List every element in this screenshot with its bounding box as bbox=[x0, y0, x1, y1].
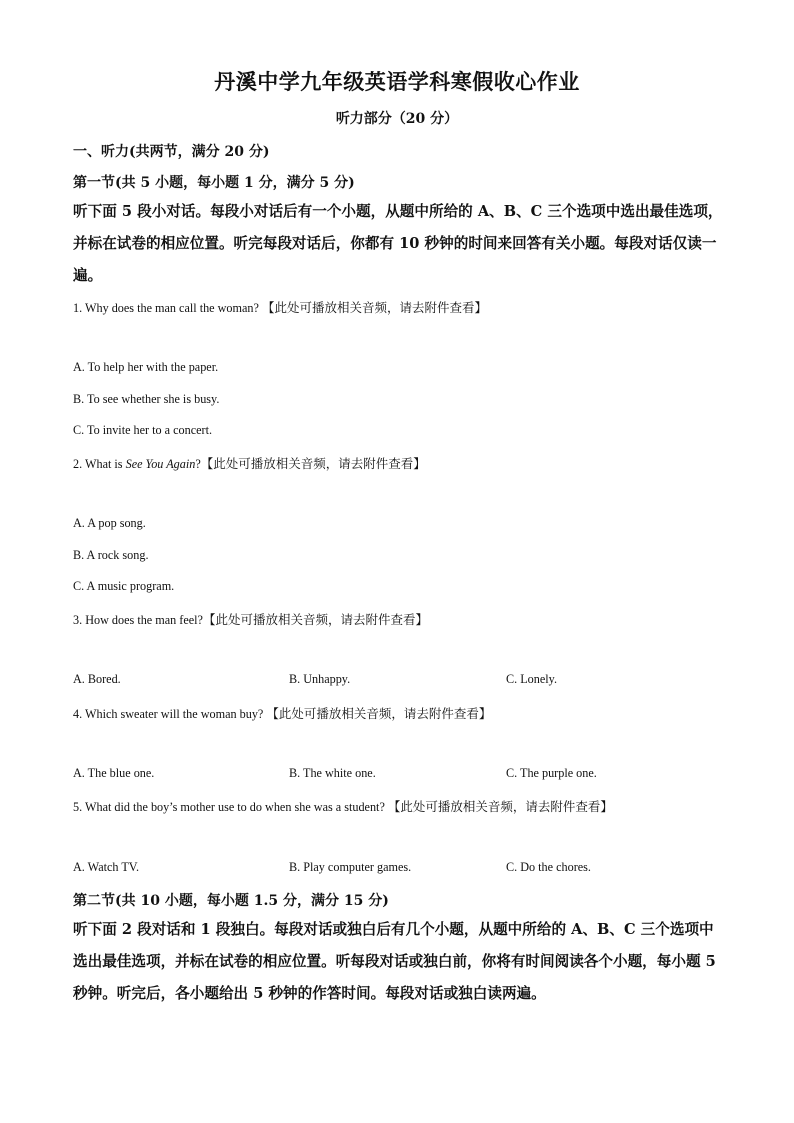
audio-note: 【此处可播放相关音频，请去附件查看】 bbox=[387, 799, 613, 814]
question-4-stem: 4. Which sweater will the woman buy? bbox=[73, 707, 264, 721]
section-heading: 一、听力(共两节，满分 20 分) bbox=[73, 144, 270, 160]
question-5-stem: 5. What did the boy’s mother use to do when she was a student? bbox=[73, 800, 385, 814]
question-2-song-title: See You Again bbox=[125, 457, 196, 471]
audio-note: 【此处可播放相关音频，请去附件查看】 bbox=[261, 300, 487, 315]
q4-option-b: B. The white one. bbox=[289, 766, 376, 780]
q2-option-a: A. A pop song. bbox=[73, 516, 146, 530]
audio-note: 【此处可播放相关音频，请去附件查看】 bbox=[266, 706, 492, 721]
question-3 bbox=[73, 610, 428, 628]
part2-instructions: 听下面 2 段对话和 1 段独白。每段对话或独白后有几个小题，从题中所给的 A、B、C 三个选项中选出最佳选项，并标在试卷的相应位置。听每段对话或独白前，你将有时间阅读各个小题，每小题 5 秒钟。听完后，各小题给出 5 秒钟的作答时间。每段对话或独白读两遍。 bbox=[73, 921, 716, 1002]
part2-heading: 第二节(共 10 小题，每小题 1.5 分，满分 15 分) bbox=[73, 893, 389, 909]
q4-option-a: A. The blue one. bbox=[73, 766, 155, 780]
q4-option-c: C. The purple one. bbox=[506, 766, 597, 780]
page-subtitle: 听力部分（20 分） bbox=[335, 111, 459, 127]
q5-option-a: A. Watch TV. bbox=[73, 860, 140, 874]
question-2 bbox=[73, 454, 426, 472]
q2-option-b: B. A rock song. bbox=[73, 548, 149, 562]
question-2-stem-suffix: ? bbox=[195, 457, 201, 471]
q2-option-c: C. A music program. bbox=[73, 579, 175, 593]
audio-note: 【此处可播放相关音频，请去附件查看】 bbox=[202, 612, 428, 627]
q3-option-b: B. Unhappy. bbox=[289, 672, 351, 686]
question-3-stem: 3. How does the man feel? bbox=[73, 613, 203, 627]
part1-heading: 第一节(共 5 小题，每小题 1 分，满分 5 分) bbox=[73, 175, 355, 191]
q1-option-b: B. To see whether she is busy. bbox=[73, 392, 220, 406]
question-1 bbox=[73, 298, 487, 316]
q1-option-a: A. To help her with the paper. bbox=[73, 360, 219, 374]
question-5 bbox=[73, 797, 613, 815]
q5-option-b: B. Play computer games. bbox=[289, 860, 412, 874]
audio-note: 【此处可播放相关音频，请去附件查看】 bbox=[200, 456, 426, 471]
question-1-stem: 1. Why does the man call the woman? bbox=[73, 301, 259, 315]
q3-option-a: A. Bored. bbox=[73, 672, 121, 686]
q1-option-c: C. To invite her to a concert. bbox=[73, 423, 213, 437]
q3-option-c: C. Lonely. bbox=[506, 672, 557, 686]
question-4 bbox=[73, 704, 491, 722]
q5-option-c: C. Do the chores. bbox=[506, 860, 591, 874]
question-2-stem-prefix: 2. What is bbox=[73, 457, 126, 471]
page-title: 丹溪中学九年级英语学科寒假收心作业 bbox=[214, 69, 580, 94]
part1-instructions: 听下面 5 段小对话。每段小对话后有一个小题，从题中所给的 A、B、C 三个选项中选出最佳选项，并标在试卷的相应位置。听完每段对话后，你都有 10 秒钟的时间来回答有关小题。每段对话仅读一遍。 bbox=[73, 203, 723, 284]
